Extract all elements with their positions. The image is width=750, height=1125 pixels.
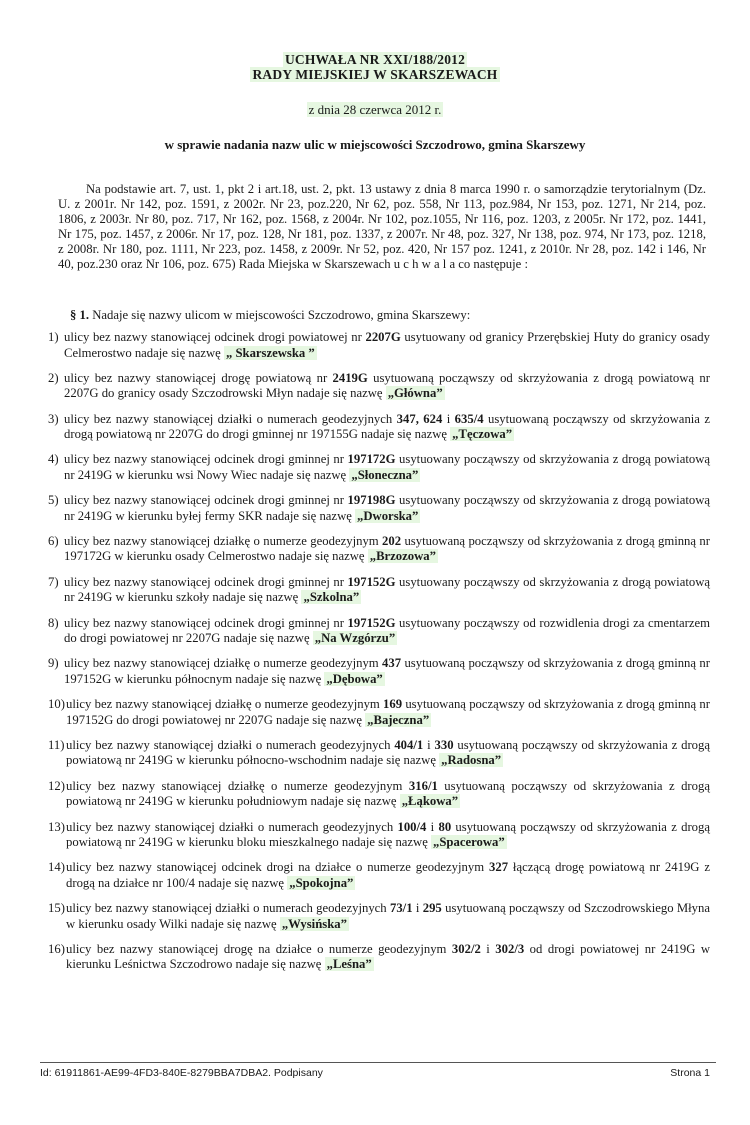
list-item-text: [66, 901, 710, 932]
list-item-text-segment: ulicy bez nazwy stanowiącej działki o numerach geodezyjnych: [66, 901, 390, 916]
list-item-text: [66, 779, 710, 810]
list-item: [48, 412, 710, 443]
street-name: „Na Wzgórzu”: [314, 631, 396, 646]
list-item-number: 4): [48, 452, 59, 467]
list-item-bold-segment: 330: [434, 737, 454, 752]
list-item-bold-segment: 73/1: [389, 901, 413, 916]
street-name: „Dębowa”: [326, 671, 383, 686]
list-item-bold-segment: 437: [382, 656, 402, 671]
list-item-bold-segment: 100/4: [397, 819, 427, 834]
list-item-text-segment: ulicy bez nazwy stanowiącej odcinek drogi gminnej nr: [64, 574, 348, 589]
list-item: [48, 371, 710, 402]
list-item-number: 1): [48, 330, 59, 344]
resolution-date-text: z dnia 28 czerwca 2012 r.: [308, 102, 442, 117]
list-item: [48, 860, 710, 891]
list-item-bold-segment: 197172G: [347, 452, 396, 467]
list-item-text-segment: ulicy bez nazwy stanowiącej drogę na działce o numerze geodezyjnym: [66, 941, 452, 956]
list-item-number: 12): [48, 778, 65, 793]
street-name: „Główna”: [387, 386, 443, 401]
list-item-text: [64, 371, 710, 402]
resolution-title: [0, 52, 750, 68]
list-item-number: 3): [48, 411, 59, 426]
list-item-text-segment: usytuowaną począwszy od skrzyżowania z drogą powiatową nr 2419G w kierunku bloku mieszkalnego nadaje się nazwę: [66, 819, 710, 850]
street-name: „Dworska”: [357, 508, 419, 523]
street-name: „Bajeczna”: [367, 712, 430, 727]
street-name: „Leśna”: [326, 957, 372, 972]
footer-divider: [40, 1062, 716, 1063]
list-item-bold-segment: 347, 624: [396, 411, 443, 426]
list-item-bold-segment: 404/1: [394, 737, 424, 752]
resolution-title-text: UCHWAŁA NR XXI/188/2012: [284, 52, 466, 67]
list-item-text-segment: ulicy bez nazwy stanowiącej odcinek drogi na działce o numerze geodezyjnym: [66, 860, 489, 875]
list-item-bold-segment: 197152G: [347, 615, 396, 630]
street-name: „Tęczowa”: [452, 427, 513, 442]
list-item-text-segment: od drogi powiatowej nr 2419G w kierunku Leśnictwa Szczodrowo nadaje się nazwę: [66, 941, 710, 972]
street-name-list: [48, 330, 710, 983]
list-item-text: [64, 412, 710, 443]
street-name: „Słoneczna”: [351, 467, 419, 482]
list-item-bold-segment: 635/4: [454, 411, 484, 426]
list-item-number: 10): [48, 697, 65, 712]
street-name: „Radosna”: [441, 753, 502, 768]
street-name: „Brzozowa”: [369, 549, 436, 564]
street-name: „Wysińska”: [281, 916, 347, 931]
list-item-number: 14): [48, 860, 65, 875]
list-item: [48, 534, 710, 565]
list-item: [48, 493, 710, 524]
list-item-text-segment: i: [442, 411, 455, 426]
list-item: [48, 452, 710, 483]
list-item-bold-segment: 197198G: [347, 493, 396, 508]
list-item-text-segment: usytuowany począwszy od skrzyżowania z drogą powiatową nr 2419G w kierunku szkoły nadaje się nazwę: [64, 574, 710, 605]
list-item-text-segment: i: [423, 737, 435, 752]
list-item-bold-segment: 2207G: [365, 330, 401, 344]
section-text: Nadaje się nazwy ulicom w miejscowości Szczodrowo, gmina Skarszewy:: [89, 308, 471, 322]
list-item: [48, 820, 710, 851]
list-item-text-segment: ulicy bez nazwy stanowiącej działkę o numerze geodezyjnym: [66, 697, 384, 712]
section-mark: § 1.: [70, 308, 90, 322]
list-item-text-segment: i: [480, 941, 496, 956]
list-item-text-segment: usytuowaną począwszy od skrzyżowania z drogą powiatową nr 2207G do granicy osady Szczodrowski Młyn nadaje się nazwę: [64, 370, 710, 401]
list-item-bold-segment: 2419G: [332, 370, 368, 385]
list-item: [48, 942, 710, 973]
street-name: „Łąkowa”: [401, 794, 459, 809]
list-item-bold-segment: 295: [422, 901, 442, 916]
list-item-text-segment: ulicy bez nazwy stanowiącej działkę o numerze geodezyjnym: [64, 533, 383, 548]
list-item-number: 15): [48, 901, 65, 916]
list-item-text-segment: usytuowaną począwszy od skrzyżowania z drogą powiatową nr 2419G w kierunku północno-wschodnim nadaje się nazwę: [66, 737, 710, 768]
list-item-text-segment: usytuowaną począwszy od skrzyżowania z drogą powiatową nr 2207G do drogi gminnej nr 197155G nadaje się nazwę: [64, 411, 710, 442]
list-item-text-segment: usytuowaną począwszy od Szczodrowskiego Młyna w kierunku osady Wilki nadaje się nazwę: [66, 901, 710, 931]
list-item: [48, 656, 710, 687]
page-number: Strona 1: [670, 1067, 710, 1079]
list-item-bold-segment: 202: [382, 533, 402, 548]
list-item-text-segment: ulicy bez nazwy stanowiącej drogę powiatową nr: [64, 370, 333, 385]
list-item-text: [66, 820, 710, 851]
street-name: „ Skarszewska ”: [225, 345, 315, 360]
list-item-text: [64, 493, 710, 524]
list-item-text-segment: ulicy bez nazwy stanowiącej działkę o numerze geodezyjnym: [64, 656, 383, 671]
list-item-text: [64, 575, 710, 606]
list-item-text: [66, 697, 710, 728]
list-item-text-segment: ulicy bez nazwy stanowiącej odcinek drogi gminnej nr: [64, 615, 348, 630]
list-item: [48, 330, 710, 361]
list-item: [48, 697, 710, 728]
list-item-text-segment: usytuowany począwszy od skrzyżowania z drogą powiatową nr 2419G w kierunku wsi Nowy Wiec nadaje się nazwę: [64, 452, 710, 482]
list-item-text: [64, 534, 710, 565]
list-item-number: 8): [48, 615, 59, 630]
list-item-bold-segment: 80: [438, 819, 452, 834]
list-item-text-segment: usytuowany od granicy Przerębskiej Huty do granicy osady Celmerostwo nadaje się nazwę: [64, 330, 710, 360]
list-item-text-segment: usytuowaną począwszy od skrzyżowania z drogą gminną nr 197152G w kierunku północnym nadaje się nazwę: [64, 656, 710, 686]
street-name: „Szkolna”: [303, 590, 360, 605]
list-item-number: 5): [48, 493, 59, 508]
list-item-text: [64, 330, 710, 361]
list-item-bold-segment: 169: [383, 697, 403, 712]
list-item-text: [66, 738, 710, 769]
list-item-bold-segment: 316/1: [408, 778, 438, 793]
list-item-number: 9): [48, 656, 59, 671]
list-item-text-segment: ulicy bez nazwy stanowiącej odcinek drogi gminnej nr: [64, 493, 348, 508]
list-item-bold-segment: 327: [489, 860, 509, 875]
resolution-subject: w sprawie nadania nazw ulic w miejscowości Szczodrowo, gmina Skarszewy: [164, 137, 586, 152]
list-item-text-segment: i: [426, 819, 439, 834]
list-item-text-segment: ulicy bez nazwy stanowiącej odcinek drogi gminnej nr: [64, 452, 348, 467]
list-item-number: 13): [48, 819, 65, 834]
list-item-text: [66, 942, 710, 973]
list-item-text-segment: ulicy bez nazwy stanowiącej odcinek drogi powiatowej nr: [64, 330, 366, 344]
resolution-date: [0, 102, 750, 118]
list-item-text-segment: usytuowaną począwszy od skrzyżowania z drogą gminną nr 197152G do drogi powiatowej nr 2207G nadaje się nazwę: [66, 697, 710, 727]
list-item-number: 11): [48, 737, 65, 752]
list-item: [48, 575, 710, 606]
preamble: [58, 182, 706, 272]
council-name-text: RADY MIEJSKIEJ W SKARSZEWACH: [252, 67, 498, 82]
list-item-text: [64, 656, 710, 687]
list-item: [48, 616, 710, 647]
list-item-text-segment: ulicy bez nazwy stanowiącej działki o numerach geodezyjnych: [66, 819, 398, 834]
list-item-number: 7): [48, 574, 59, 589]
list-item-text: [66, 860, 710, 891]
preamble-text: Na podstawie art. 7, ust. 1, pkt 2 i art.18, ust. 2, pkt. 13 ustawy z dnia 8 marca 1990 r. o samorządzie terytorialnym (Dz. U. z 2001r. Nr 142, poz. 1591, z 2002r. Nr 23, poz.220, Nr 62, poz. 558, Nr 113, poz.984, Nr 153, poz. 1271, Nr 214, poz. 1806, z 2003r. Nr 80, poz. 717, Nr 162, poz. 1568, z 2004r. Nr 102, poz.1055, Nr 116, poz. 1203, z 2005r. Nr 172, poz. 1441, Nr 175, poz. 1457, z 2006r. Nr 17, poz. 128, Nr 181, poz. 1337, z 2007r. Nr 48, poz. 327, Nr 138, poz. 974, Nr 173, poz. 1218, z 2008r. Nr 180, poz. 1111, Nr 223, poz. 1458, z 2009r. Nr 52, poz. 420, Nr 157 poz. 1241, z 2010r. Nr 28, poz. 142 i 146, Nr 40, poz.230 oraz Nr 106, poz. 675) Rada Miejska w Skarszewach u c h w a l a co następuje :: [58, 182, 706, 271]
list-item-text: [64, 616, 710, 647]
list-item-number: 16): [48, 941, 65, 956]
list-item-text-segment: usytuowany począwszy od skrzyżowania z drogą powiatową nr 2419G w kierunku byłej fermy SKR nadaje się nazwę: [64, 493, 710, 523]
list-item: [48, 901, 710, 932]
list-item-text-segment: ulicy bez nazwy stanowiącej działki o numerach geodezyjnych: [64, 411, 397, 426]
list-item-text-segment: łączącą drogę powiatową nr 2419G z drogą na działce nr 100/4 nadaje się nazwę: [66, 860, 710, 890]
list-item-text-segment: usytuowaną począwszy od skrzyżowania z drogą gminną nr 197172G w kierunku osady Celmerostwo nadaje się nazwę: [64, 533, 710, 564]
list-item: [48, 738, 710, 769]
list-item-text-segment: i: [412, 901, 423, 916]
list-item-text: [64, 452, 710, 483]
document-id: Id: 61911861-AE99-4FD3-840E-8279BBA7DBA2. Podpisany: [40, 1067, 323, 1079]
list-item-number: 2): [48, 370, 59, 385]
list-item-text-segment: usytuowaną począwszy od skrzyżowania z drogą powiatową nr 2419G w kierunku południowym nadaje się nazwę: [66, 778, 710, 809]
list-item-bold-segment: 197152G: [347, 574, 396, 589]
list-item: [48, 779, 710, 810]
list-item-bold-segment: 302/3: [495, 941, 525, 956]
section-1: [70, 308, 710, 323]
list-item-number: 6): [48, 533, 59, 548]
street-name: „Spokojna”: [289, 875, 354, 890]
list-item-text-segment: ulicy bez nazwy stanowiącej działki o numerach geodezyjnych: [66, 737, 395, 752]
street-name: „Spacerowa”: [433, 835, 505, 850]
council-name: [0, 67, 750, 83]
list-item-text-segment: ulicy bez nazwy stanowiącej działkę o numerze geodezyjnym: [66, 778, 409, 793]
list-item-text-segment: usytuowany począwszy od rozwidlenia drogi za cmentarzem do drogi powiatowej nr 2207G nadaje się nazwę: [64, 615, 710, 646]
list-item-bold-segment: 302/2: [451, 941, 481, 956]
